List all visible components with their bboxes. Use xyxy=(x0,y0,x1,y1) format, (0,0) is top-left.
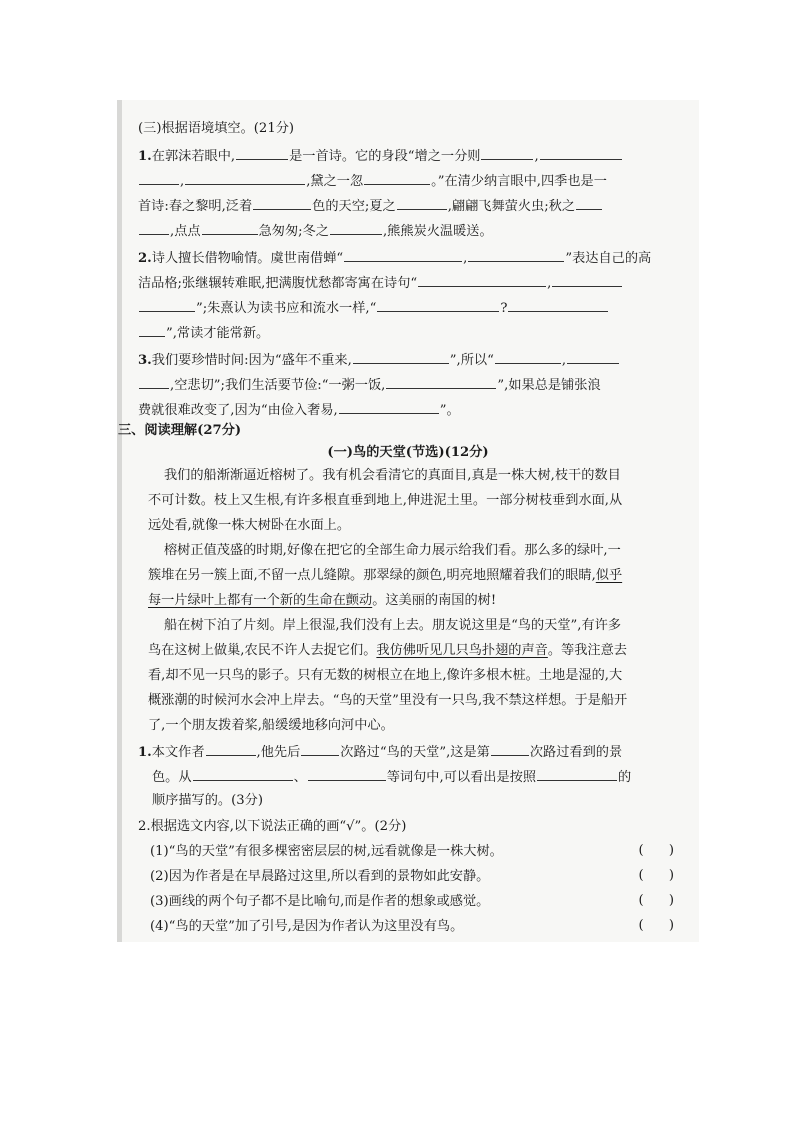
blank[interactable] xyxy=(508,298,608,312)
blank[interactable] xyxy=(193,767,293,781)
scan-edge-shadow xyxy=(117,100,122,942)
blank[interactable] xyxy=(206,742,256,756)
blank[interactable] xyxy=(139,221,169,235)
p1-line-1: 我们的船渐渐逼近榕树了。我有机会看清它的真面目,真是一株大树,枝干的数目 xyxy=(164,468,621,483)
blank[interactable] xyxy=(567,350,619,364)
blank[interactable] xyxy=(139,171,179,185)
blank[interactable] xyxy=(236,146,288,160)
blank[interactable] xyxy=(301,742,339,756)
rq2-option-2: (2)因为作者是在早晨路过这里,所以看到的景物如此安静。 xyxy=(150,869,490,884)
p3-line-2: 鸟在这树上做巢,农民不许人去捉它们。我仿佛听见几只鸟扑翅的声音。等我注意去 xyxy=(148,643,627,658)
blank[interactable] xyxy=(377,298,499,312)
blank[interactable] xyxy=(330,221,382,235)
blank[interactable] xyxy=(481,146,533,160)
blank[interactable] xyxy=(397,196,447,210)
underlined-sentence: 每一片绿叶上都有一个新的生命在颤动 xyxy=(148,593,373,608)
p3-line-4: 概涨潮的时候河水会冲上岸去。“鸟的天堂”里没有一只鸟,我不禁这样想。于是船开 xyxy=(148,693,628,708)
answer-bracket[interactable]: ( ) xyxy=(638,843,674,858)
rq2-option-3: (3)画线的两个句子都不是比喻句,而是作者的想象或感觉。 xyxy=(150,894,490,909)
rq1-line-2: 色。从 、 等词句中,可以看出是按照 的 xyxy=(152,767,631,787)
q1-line-2: , ,黛之一忽 。”在清少纳言眼中,四季也是一 xyxy=(138,171,607,191)
blank[interactable] xyxy=(386,375,496,389)
q3-line-3: 费就很难改变了,因为“由俭入奢易, ”。 xyxy=(138,400,460,420)
blank[interactable] xyxy=(139,323,165,337)
q2-line-3: ”;朱熹认为读书应和流水一样,“ ? xyxy=(138,298,609,318)
q2-line-4: ”,常读才能常新。 xyxy=(138,323,269,343)
reading-section-header: 三、阅读理解(27分) xyxy=(118,423,242,438)
blank[interactable] xyxy=(339,400,439,414)
q2-line-1: 2.诗人擅长借物喻情。虞世南借蝉“ , ”表达自己的高 xyxy=(138,248,651,268)
answer-bracket[interactable]: ( ) xyxy=(638,868,674,883)
q2-line-2: 洁品格;张继辗转难眠,把满腹忧愁都寄寓在诗句“ , xyxy=(138,273,623,293)
blank[interactable] xyxy=(537,767,617,781)
blank[interactable] xyxy=(468,248,564,262)
rq2-option-1: (1)“鸟的天堂”有很多棵密密层层的树,远看就像是一株大树。 xyxy=(150,844,503,859)
p3-line-5: 了,一个朋友拨着桨,船缓缓地移向河中心。 xyxy=(148,718,394,733)
blank[interactable] xyxy=(552,273,622,287)
p3-line-3: 看,却不见一只鸟的影子。只有无数的树根立在地上,像许多根木桩。土地是湿的,大 xyxy=(148,668,623,683)
blank[interactable] xyxy=(540,146,622,160)
blank[interactable] xyxy=(253,196,311,210)
p1-line-2: 不可计数。枝上又生根,有许多根直垂到地上,伸进泥土里。一部分树枝垂到水面,从 xyxy=(148,493,623,508)
underlined-sentence: 我仿佛听见几只鸟扑翅的声音 xyxy=(376,643,548,658)
blank[interactable] xyxy=(139,375,169,389)
blank[interactable] xyxy=(418,273,546,287)
q1-line-3: 首诗:春之黎明,泛着 色的天空;夏之 ,翩翩飞舞萤火虫;秋之 xyxy=(138,196,603,216)
blank[interactable] xyxy=(576,196,602,210)
blank[interactable] xyxy=(344,248,462,262)
q1-line-4: ,点点 急匆匆;冬之 ,熊熊炭火温暖送。 xyxy=(138,221,493,241)
blank[interactable] xyxy=(353,350,449,364)
answer-bracket[interactable]: ( ) xyxy=(638,918,674,933)
answer-bracket[interactable]: ( ) xyxy=(638,893,674,908)
blank[interactable] xyxy=(139,298,195,312)
section-3-header: (三)根据语境填空。(21分) xyxy=(138,121,295,136)
p2-line-2: 簇堆在另一簇上面,不留一点儿缝隙。那翠绿的颜色,明亮地照耀着我们的眼睛,似乎 xyxy=(148,568,623,583)
q3-line-1: 3.我们要珍惜时间:因为“盛年不重来, ”,所以“ , xyxy=(138,350,620,370)
rq2-option-4: (4)“鸟的天堂”加了引号,是因为作者认为这里没有鸟。 xyxy=(150,919,464,934)
passage-title: (一)鸟的天堂(节选)(12分) xyxy=(327,445,489,460)
rq1-line-1: 1.本文作者 ,他先后 次路过“鸟的天堂”,这是第 次路过看到的景 xyxy=(138,742,622,762)
blank[interactable] xyxy=(202,221,258,235)
q3-line-2: ,空悲切”;我们生活要节俭:“一粥一饭, ”,如果总是铺张浪 xyxy=(138,375,601,395)
blank[interactable] xyxy=(491,742,529,756)
p1-line-3: 远处看,就像一株大树卧在水面上。 xyxy=(148,518,351,533)
p2-line-1: 榕树正值茂盛的时期,好像在把它的全部生命力展示给我们看。那么多的绿叶,一 xyxy=(164,543,621,558)
p2-line-3: 每一片绿叶上都有一个新的生命在颤动。这美丽的南国的树! xyxy=(148,593,497,608)
blank[interactable] xyxy=(495,350,561,364)
blank[interactable] xyxy=(185,171,305,185)
blank[interactable] xyxy=(308,767,386,781)
q1-line-1: 1.在郭沫若眼中, 是一首诗。它的身段“增之一分则 , xyxy=(138,146,623,166)
p3-line-1: 船在树下泊了片刻。岸上很湿,我们没有上去。朋友说这里是“鸟的天堂”,有许多 xyxy=(164,618,622,633)
underlined-sentence: 似乎 xyxy=(595,568,623,583)
rq1-line-3: 顺序描写的。(3分) xyxy=(152,793,263,808)
blank[interactable] xyxy=(364,171,430,185)
rq2-header: 2.根据选文内容,以下说法正确的画“√”。(2分) xyxy=(138,819,407,834)
